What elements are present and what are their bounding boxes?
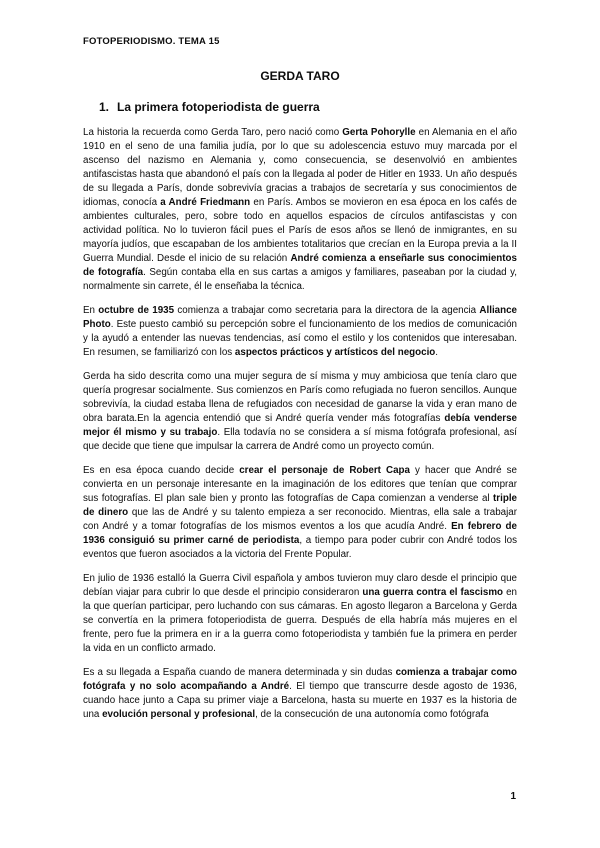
paragraph-text: , de la consecución de una autonomía como fotógrafa [255,709,489,720]
paragraph [83,370,517,454]
paragraph-text: La historia la recuerda como Gerda Taro, pero nació como [83,127,343,138]
document-header: FOTOPERIODISMO. TEMA 15 [83,36,220,47]
paragraph-bold-text: octubre de 1935 [98,305,175,316]
paragraph-bold-text: André comienza a enseñarle sus conocimientos de fotografía [83,253,517,278]
paragraph [83,666,517,722]
paragraph-bold-text: triple de dinero [83,493,517,518]
paragraph [83,304,517,360]
paragraph-text: comienza a trabajar como secretaria para la directora de la agencia [174,305,480,316]
paragraph-bold-text: Alliance Photo [83,305,517,330]
paragraph-text: . Según contaba ella en sus cartas a amigos y familiares, paseaban por la ciudad y, normalmente sin carrete, él le enseñaba la técnica. [83,267,518,292]
document-body [83,126,517,722]
section-heading-text: La primera fotoperiodista de guerra [117,100,320,114]
paragraph [83,572,517,656]
paragraph-text: . Ella todavía no se considera a sí misma fotógrafa profesional, así que decide que tiene que impulsar la carrera de André como un proyecto común. [83,427,517,452]
paragraph-text: Es en esa época cuando decide [83,465,240,476]
paragraph-text: en París. Ambos se movieron en esa época en los cafés de ambientes culturales, pero, sobre todo en aquellos espacios de círculos antifascistas y con actividad política. No lo tuvieron fácil pues el París de esos años se llenó de inmigrantes, en su mayoría judíos, que escapaban de los ambientes totalitarios que crecían en la Europa previa a la II Guerra Mundial. Desde el inicio de su relación [83,197,517,264]
paragraph-bold-text: En febrero de 1936 consiguió su primer carné de periodista [83,521,517,546]
paragraph-bold-text: comienza a trabajar como fotógrafa y no solo acompañando a André [83,667,518,692]
paragraph-text: . Este puesto cambió su percepción sobre el funcionamiento de los medios de comunicación y la ayudó a entender las nuevas tendencias, así como el estilo y los contenidos que interesaban. En resumen, se familiarizó con los [83,319,517,358]
paragraph-text: que las de André y su talento empieza a ser reconocido. Mientras, ella sale a trabajar con André y a tomar fotografías de los mismos eventos a los que acudía André. [83,507,517,532]
paragraph-text: En julio de 1936 estalló la Guerra Civil española y ambos tuvieron muy claro desde el principio que debían viajar para cubrir lo que desde el principio consideraron [83,573,517,598]
paragraph-text: . El tiempo que transcurre desde agosto de 1936, cuando hace junto a Capa su primer viaje a Barcelona, hasta su muerte en 1937 es la historia de una [83,681,517,720]
paragraph-text: y hacer que André se convierta en un personaje interesante en la imaginación de los editores que tenían que comprar sus fotografías. El plan sale bien y pronto las fotografías de Capa comienzan a venderse al [83,465,517,504]
paragraph [83,126,517,294]
paragraph-bold-text: crear el personaje de Robert Capa [239,465,410,476]
paragraph-text: Es a su llegada a España cuando de manera determinada y sin dudas [83,667,396,678]
paragraph-text: , a tiempo para poder cubrir con André todos los eventos que fueron asociados a la victoria del Frente Popular. [83,535,517,560]
paragraph [83,464,517,562]
paragraph-bold-text: Gerta Pohorylle [342,127,416,138]
page-number: 1 [510,791,516,802]
section-heading-number: 1. [99,100,110,114]
paragraph-bold-text: evolución personal y profesional [102,709,256,720]
document-title: GERDA TARO [260,69,340,83]
paragraph-bold-text: aspectos prácticos y artísticos del negocio [234,347,436,358]
paragraph-bold-text: una guerra contra el fascismo [362,587,504,598]
section-heading [83,100,517,114]
paragraph-bold-text: debía venderse mejor él mismo y su trabajo [83,413,518,438]
paragraph-bold-text: a André Friedmann [160,197,251,208]
paragraph-text: en Alemania en el año 1910 en el seno de una familia judía, por lo que su adolescencia estuvo muy marcada por el ascenso del nazismo en Alemania y, como consecuencia, se desenvolvió en ambientes antifascistas hasta que abandonó el país con la llegada al poder de Hitler en 1933. Un año después de su llegada a París, donde sobrevivía gracias a trabajos de secretaría y sus conocimientos de idiomas, conocía [83,127,517,208]
paragraph-text: Gerda ha sido descrita como una mujer segura de sí misma y muy ambiciosa que tenía claro que quería progresar socialmente. Sus comienzos en París como refugiada no fueron sencillos. Aunque sobrevivía, la ciudad estaba llena de refugiados con necesidad de ganarse la vida y eran mano de obra barata.En la agencia entendió que si André quería vender más fotografías [83,371,517,424]
paragraph-text: . [435,347,439,358]
paragraph-text: en la que querían participar, pero luchando con sus cámaras. En agosto llegaron a Barcelona y Gerda se convertía en la primera fotoperiodista de guerra. Después de ella habría más mujeres en el frente, pero fue la primera en ir a la guerra como fotoperiodista y también fue la primera en perder la vida en un conflicto armado. [83,587,517,654]
paragraph-text: En [83,305,99,316]
